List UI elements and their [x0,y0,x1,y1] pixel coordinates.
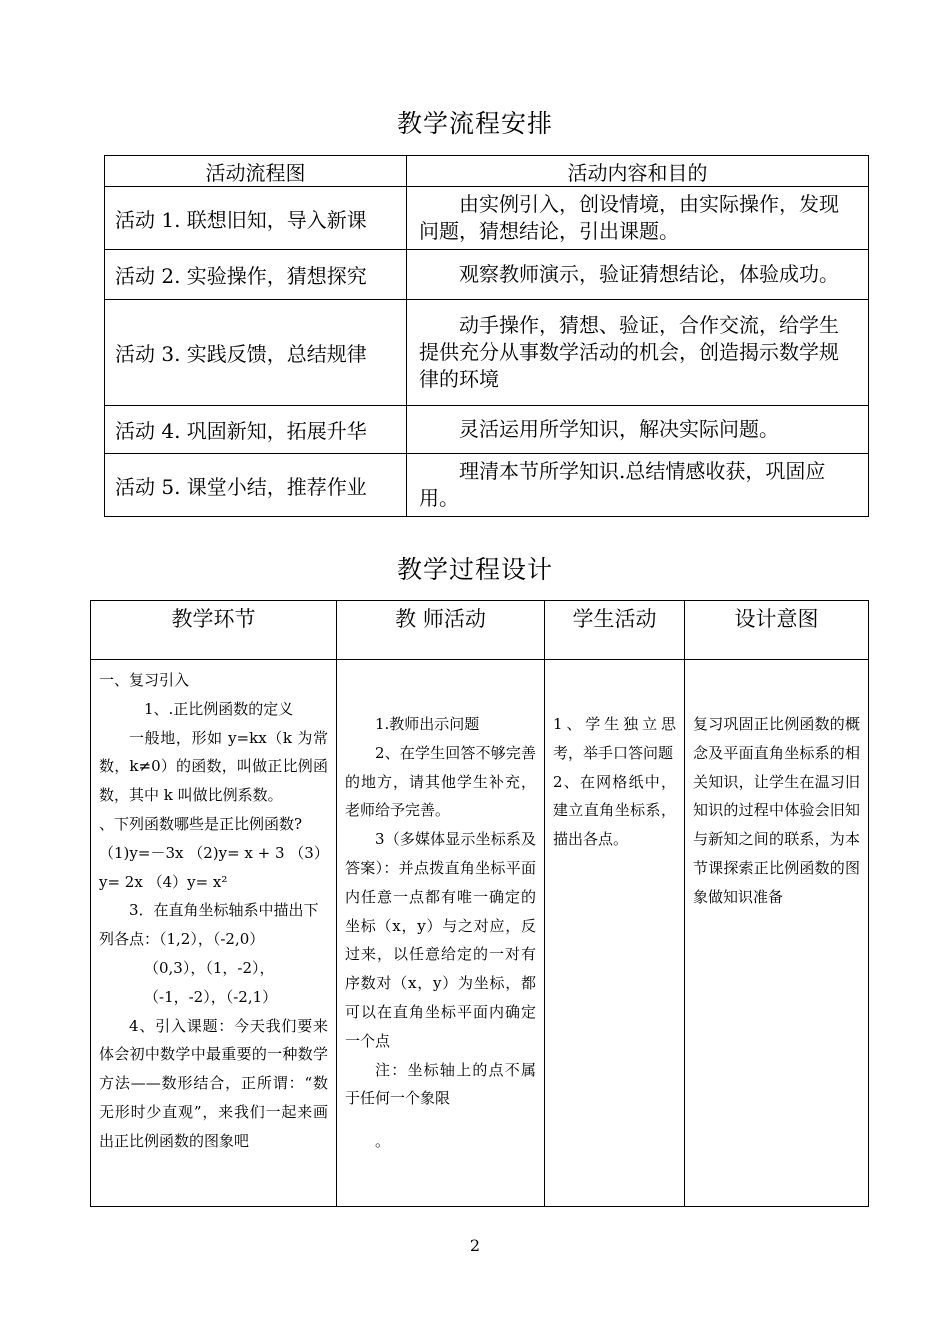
intent-text: 复习巩固正比例函数的概念及平面直角坐标系的相关知识，让学生在温习旧知识的过程中体验会旧知与新知之间的联系，为本节课探索正比例函数的图象做知识准备 [693,715,860,906]
flow-content: 灵活运用所学知识，解决实际问题。 [407,406,869,454]
flow-content: 观察教师演示，验证猜想结论，体验成功。 [407,250,869,300]
teacher-item: 。 [375,1132,391,1151]
flow-content: 理清本节所学知识.总结情感收获，巩固应用。 [407,454,869,517]
stage-item: （0,3），（1，-2）， [144,958,275,977]
flow-table [104,155,869,517]
flow-activity: 活动 2. 实验操作，猜想探究 [105,250,407,300]
student-item: 1、学生独立思考，举手口答问题 [553,715,676,762]
process-table [90,600,869,1207]
process-header-teacher: 教 师活动 [337,601,545,660]
stage-heading: 一、复习引入 [99,671,190,689]
flow-activity: 活动 3. 实践反馈，总结规律 [105,300,407,406]
stage-item: 4、引入课题：今天我们要来体会初中数学中最重要的一种数学方法——数形结合，正所谓：“数无形时少直观”，来我们一起来画出正比例函数的图象吧 [99,1016,328,1150]
process-header-stage: 教学环节 [91,601,337,660]
teacher-item: 注：坐标轴上的点不属于任何一个象限 [345,1060,536,1108]
stage-item: （-1，-2），（-2,1） [144,987,278,1006]
student-item: 2、在网格纸中，建立直角坐标系，描出各点。 [553,772,676,849]
stage-item: （1)y=－3x （2)y= x + 3 （3）y= 2x （4）y= x² [99,843,322,891]
flow-activity: 活动 5. 课堂小结，推荐作业 [105,454,407,517]
process-stage-cell [91,660,337,1207]
flow-header-content: 活动内容和目的 [407,156,869,187]
stage-item: 、下列函数哪些是正比例函数? [99,814,303,833]
process-title: 教学过程设计 [396,555,553,584]
teacher-item: 2、在学生回答不够完善的地方，请其他学生补充，老师给予完善。 [345,743,536,820]
process-header-student: 学生活动 [545,601,685,660]
flow-header-activity: 活动流程图 [105,156,407,187]
flow-content: 由实例引入，创设情境，由实际操作，发现问题，猜想结论，引出课题。 [407,187,869,250]
process-intent-cell [685,660,869,1207]
process-header-intent: 设计意图 [685,601,869,660]
flow-activity: 活动 4. 巩固新知，拓展升华 [105,406,407,454]
process-teacher-cell [337,660,545,1207]
teacher-item: 1.教师出示问题 [375,715,480,733]
teacher-item: 3（多媒体显示坐标系及答案）：并点拨直角坐标平面内任意一点都有唯一确定的坐标（x，y）与之对应，反过来，以任意给定的一对有序数对（x，y）为坐标，都可以在直角坐标平面内确定一个点 [345,830,536,1050]
flow-content: 动手操作，猜想、验证，合作交流，给学生提供充分从事数学活动的机会，创造揭示数学规律的环境 [407,300,869,406]
process-student-cell [545,660,685,1207]
stage-item: 3．在直角坐标轴系中描出下列各点：（1,2），（-2,0） [99,901,319,949]
stage-item: 1、.正比例函数的定义 [144,699,294,718]
page-number: 2 [469,1236,481,1255]
stage-item: 一般地，形如 y=kx（k 为常数，k≠0）的函数，叫做正比例函数，其中 k 叫做比例系数。 [99,728,328,805]
flow-activity: 活动 1. 联想旧知，导入新课 [105,187,407,250]
flow-title: 教学流程安排 [396,109,553,138]
